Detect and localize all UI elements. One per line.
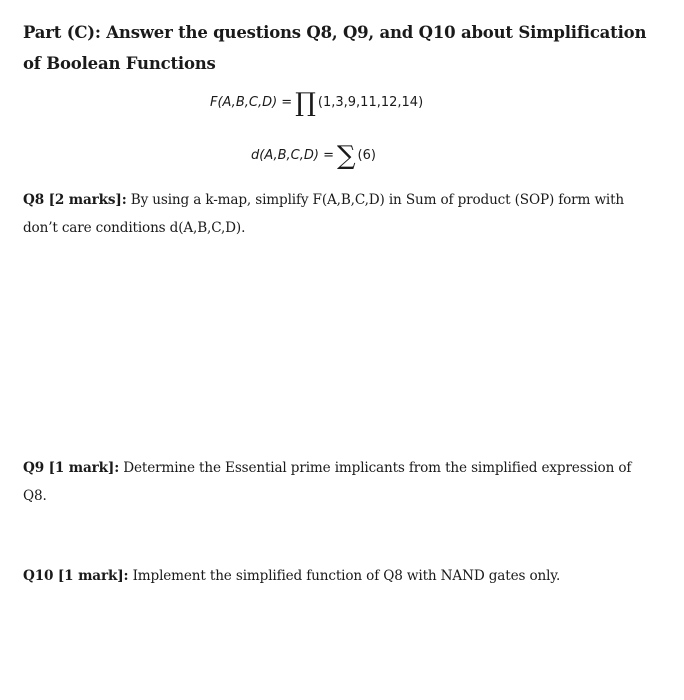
- product-symbol: ∏: [295, 88, 316, 118]
- question-q8: [23, 186, 638, 242]
- section-heading: Part (C): Answer the questions Q8, Q9, and Q10 about Simplification of Boolean Functions: [23, 23, 647, 73]
- question-q10-text: Implement the simplified function of Q8 with NAND gates only.: [132, 568, 561, 584]
- question-q9-label: Q9 [1 mark]:: [23, 460, 120, 476]
- sum-symbol: ∑: [336, 141, 356, 171]
- formula-f-minterms: (1,3,9,11,12,14): [317, 95, 424, 110]
- formula-f-lhs: F(A,B,C,D) =: [210, 95, 293, 110]
- formula-d: [251, 141, 376, 171]
- question-q10-label: Q10 [1 mark]:: [23, 568, 129, 584]
- formula-f: [210, 88, 423, 118]
- question-q8-text: By using a k-map, simplify F(A,B,C,D) in Sum of product (SOP) form with don’t care conditions d(A,B,C,D).: [23, 192, 625, 236]
- formula-d-dont-cares: (6): [357, 148, 376, 163]
- formula-d-lhs: d(A,B,C,D) =: [251, 148, 334, 163]
- question-q9-text: Determine the Essential prime implicants from the simplified expression of Q8.: [23, 460, 632, 504]
- question-q10: [23, 562, 638, 590]
- question-q8-label: Q8 [2 marks]:: [23, 192, 127, 208]
- question-q9: [23, 454, 638, 510]
